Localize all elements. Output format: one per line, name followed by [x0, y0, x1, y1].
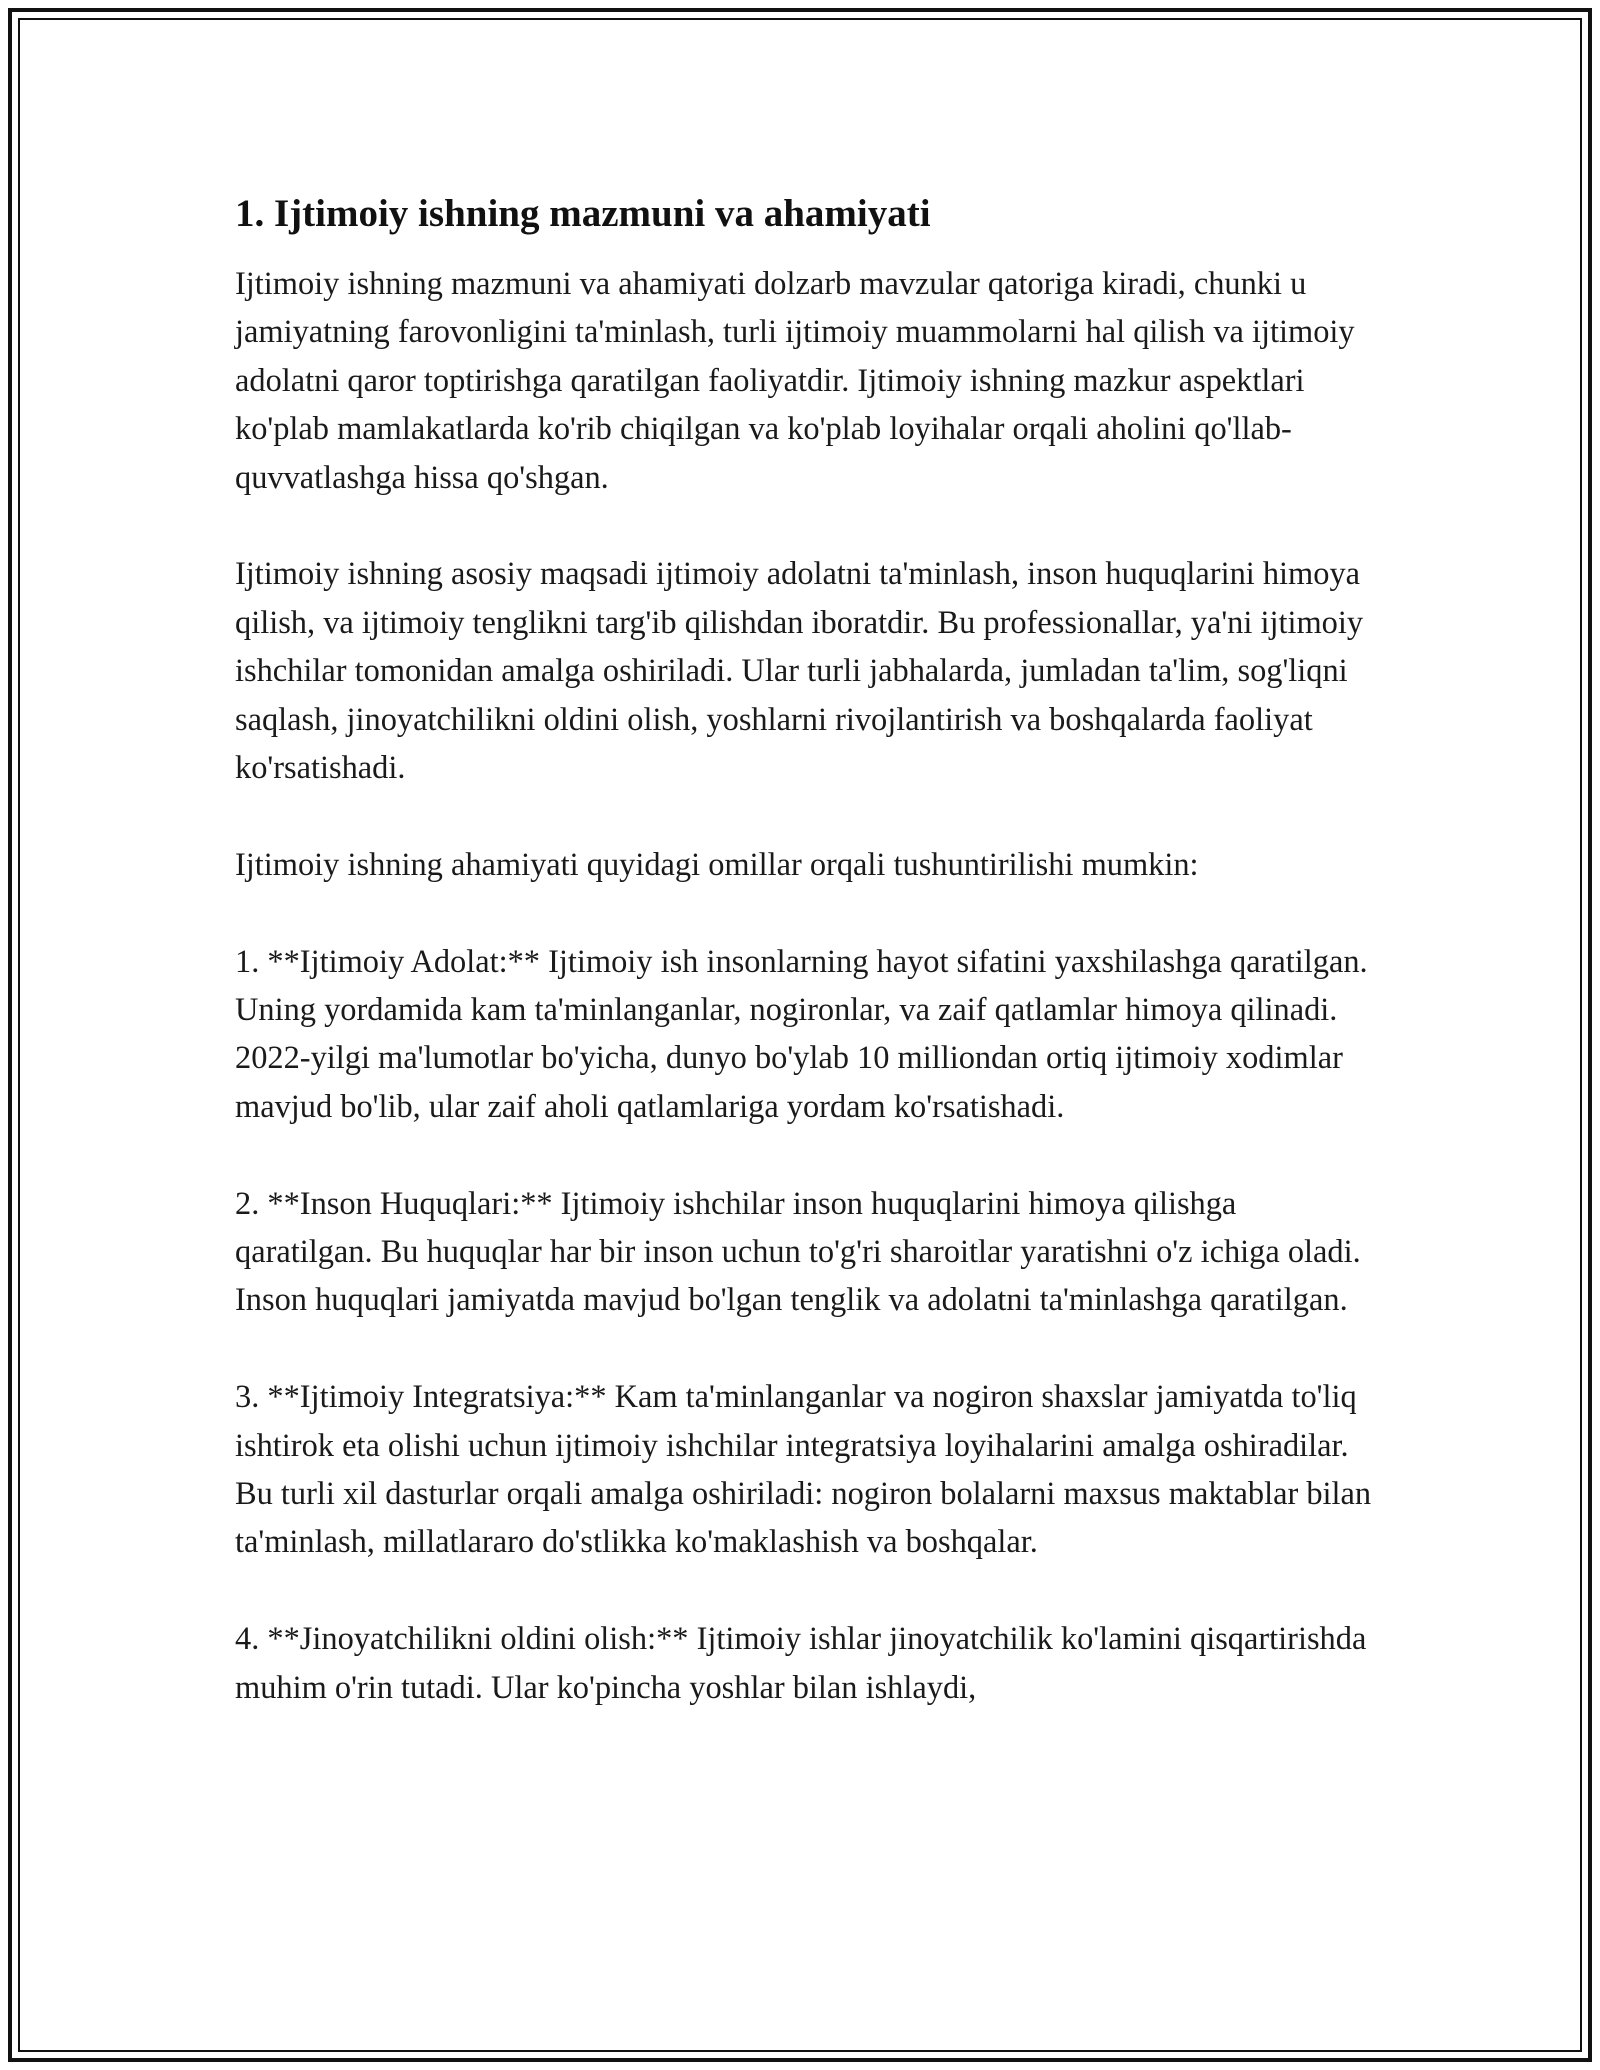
list-item-crime-prevention: 4. **Jinoyatchilikni oldini olish:** Ijtimoiy ishlar jinoyatchilik ko'lamini qisqartirishda muhim o'rin tutadi. Ular ko'pincha yoshlar bilan ishlaydi,: [235, 1621, 1367, 1706]
document-body: [235, 186, 1375, 1712]
goal-paragraph: Ijtimoiy ishning asosiy maqsadi ijtimoiy adolatni ta'minlash, inson huquqlarini himoya qilish, va ijtimoiy tenglikni targ'ib qilishdan iboratdir. Bu professionallar, ya'ni ijtimoiy ishchilar tomonidan amalga oshiriladi. Ular turli jabhalarda, jumladan ta'lim, sog'liqni saqlash, jinoyatchilikni oldini olish, yoshlarni rivojlantirish va boshqalarda faoliyat ko'rsatishadi.: [235, 556, 1364, 787]
importance-lead-paragraph: Ijtimoiy ishning ahamiyati quyidagi omillar orqali tushuntirilishi mumkin:: [235, 846, 1199, 883]
list-item-social-integration: 3. **Ijtimoiy Integratsiya:** Kam ta'minlanganlar va nogiron shaxslar jamiyatda to'liq ishtirok eta olishi uchun ijtimoiy ishchilar integratsiya loyihalarini amalga oshiradilar. Bu turli xil dasturlar orqali amalga oshiriladi: nogiron bolalarni maxsus maktablar bilan ta'minlash, millatlararo do'stlikka ko'maklashish va boshqalar.: [235, 1379, 1372, 1561]
list-item-social-justice: 1. **Ijtimoiy Adolat:** Ijtimoiy ish insonlarning hayot sifatini yaxshilashga qaratilgan. Uning yordamida kam ta'minlanganlar, nogironlar, va zaif qatlamlar himoya qilinadi. 2022-yilgi ma'lumotlar bo'yicha, dunyo bo'ylab 10 milliondan ortiq ijtimoiy xodimlar mavjud bo'lib, ular zaif aholi qatlamlariga yordam ko'rsatishadi.: [235, 943, 1368, 1125]
intro-paragraph: Ijtimoiy ishning mazmuni va ahamiyati dolzarb mavzular qatoriga kiradi, chunki u jamiyatning farovonligini ta'minlash, turli ijtimoiy muammolarni hal qilish va ijtimoiy adolatni qaror toptirishga qaratilgan faoliyatdir. Ijtimoiy ishning mazkur aspektlari ko'plab mamlakatlarda ko'rib chiqilgan va ko'plab loyihalar orqali aholini qo'llab-quvvatlashga hissa qo'shgan.: [235, 266, 1355, 496]
section-heading: 1. Ijtimoiy ishning mazmuni va ahamiyati: [235, 192, 931, 235]
list-item-human-rights: 2. **Inson Huquqlari:** Ijtimoiy ishchilar inson huquqlarini himoya qilishga qaratilgan. Bu huquqlar har bir inson uchun to'g'ri sharoitlar yaratishni o'z ichiga oladi. Inson huquqlari jamiyatda mavjud bo'lgan tenglik va adolatni ta'minlashga qaratilgan.: [235, 1185, 1361, 1319]
